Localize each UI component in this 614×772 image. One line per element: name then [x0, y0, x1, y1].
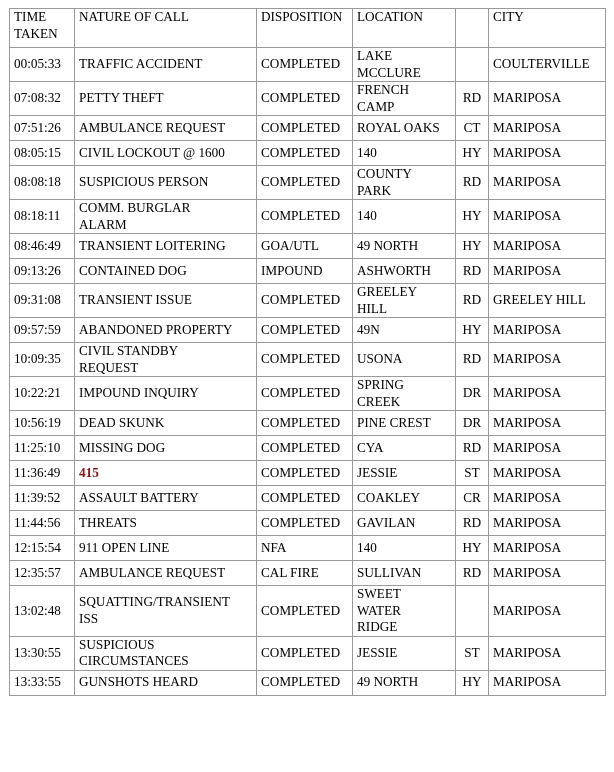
cell-location — [353, 234, 456, 259]
cell-nature-of-call-line: SQUATTING/TRANSIENT — [79, 594, 230, 610]
cell-disposition: COMPLETED — [257, 200, 353, 234]
cell-nature-of-call — [75, 561, 257, 586]
cell-street-suffix: CT — [456, 116, 489, 141]
cell-nature-of-call-line: IMPOUND INQUIRY — [79, 385, 199, 401]
cell-nature-of-call-line: SUSPICIOUS PERSON — [79, 174, 209, 190]
cell-city: MARIPOSA — [489, 259, 606, 284]
table-row — [10, 486, 606, 511]
cell-disposition: COMPLETED — [257, 116, 353, 141]
cell-time-taken: 07:08:32 — [10, 82, 75, 116]
cell-time-taken: 07:51:26 — [10, 116, 75, 141]
cell-location — [353, 284, 456, 318]
table-row — [10, 48, 606, 82]
cell-disposition: COMPLETED — [257, 82, 353, 116]
cell-street-suffix: RD — [456, 259, 489, 284]
cell-street-suffix: HY — [456, 200, 489, 234]
cell-location — [353, 377, 456, 411]
cell-nature-of-call-line: AMBULANCE REQUEST — [79, 119, 226, 135]
cell-location — [353, 259, 456, 284]
cell-time-taken: 13:02:48 — [10, 586, 75, 637]
cell-street-suffix: DR — [456, 411, 489, 436]
table-row — [10, 377, 606, 411]
cell-nature-of-call-line: THREATS — [79, 514, 137, 530]
cell-time-taken: 11:36:49 — [10, 461, 75, 486]
cell-disposition: COMPLETED — [257, 511, 353, 536]
cell-street-suffix — [456, 586, 489, 637]
cell-disposition: GOA/UTL — [257, 234, 353, 259]
cell-location-line: LAKE — [357, 48, 393, 63]
cell-location-line: PARK — [357, 182, 391, 198]
cell-location-line: JESSIE — [357, 644, 398, 660]
cell-nature-of-call-line: TRANSIENT LOITERING — [79, 237, 226, 253]
table-row — [10, 411, 606, 436]
cell-location-line: CREEK — [357, 393, 401, 409]
cell-nature-of-call — [75, 377, 257, 411]
cell-nature-of-call — [75, 486, 257, 511]
cell-location-line: 49N — [357, 321, 380, 337]
cell-disposition: COMPLETED — [257, 411, 353, 436]
cell-disposition: COMPLETED — [257, 436, 353, 461]
cell-time-taken: 11:39:52 — [10, 486, 75, 511]
cell-location-line: WATER — [357, 602, 401, 618]
cell-time-taken: 08:05:15 — [10, 141, 75, 166]
cell-nature-of-call — [75, 234, 257, 259]
cell-street-suffix — [456, 48, 489, 82]
cell-nature-of-call-line: ALARM — [79, 216, 127, 232]
cell-disposition: COMPLETED — [257, 377, 353, 411]
cell-time-taken: 08:18:11 — [10, 200, 75, 234]
call-log-table — [9, 8, 606, 696]
cell-nature-of-call-line: ASSAULT BATTERY — [79, 489, 199, 505]
table-row — [10, 82, 606, 116]
table-row — [10, 343, 606, 377]
cell-nature-of-call-line: CIVIL STANDBY — [79, 343, 179, 358]
cell-location-line: PINE CREST — [357, 414, 431, 430]
cell-city: MARIPOSA — [489, 377, 606, 411]
cell-location-line: JESSIE — [357, 464, 398, 480]
table-row — [10, 436, 606, 461]
cell-street-suffix: RD — [456, 436, 489, 461]
header-time-line-2: TAKEN — [14, 25, 58, 41]
cell-city: MARIPOSA — [489, 200, 606, 234]
cell-nature-of-call — [75, 284, 257, 318]
cell-city: MARIPOSA — [489, 461, 606, 486]
table-row — [10, 318, 606, 343]
cell-time-taken: 10:09:35 — [10, 343, 75, 377]
header-disposition: DISPOSITION — [257, 9, 353, 48]
cell-nature-of-call — [75, 586, 257, 637]
table-row — [10, 670, 606, 695]
cell-location — [353, 411, 456, 436]
table-row — [10, 284, 606, 318]
cell-city: MARIPOSA — [489, 670, 606, 695]
table-row — [10, 561, 606, 586]
cell-disposition: COMPLETED — [257, 636, 353, 670]
cell-disposition: COMPLETED — [257, 48, 353, 82]
table-row — [10, 234, 606, 259]
table-row — [10, 116, 606, 141]
cell-nature-of-call-line: TRANSIENT ISSUE — [79, 292, 192, 308]
cell-street-suffix: CR — [456, 486, 489, 511]
cell-location — [353, 48, 456, 82]
cell-nature-of-call-line: REQUEST — [79, 359, 139, 375]
cell-location — [353, 586, 456, 637]
cell-location — [353, 561, 456, 586]
header-city: CITY — [489, 9, 606, 48]
cell-city: MARIPOSA — [489, 411, 606, 436]
table-row — [10, 166, 606, 200]
cell-street-suffix: HY — [456, 318, 489, 343]
cell-location-line: 49 NORTH — [357, 237, 419, 253]
cell-disposition: COMPLETED — [257, 586, 353, 637]
cell-nature-of-call — [75, 259, 257, 284]
cell-location-line: CYA — [357, 439, 384, 455]
cell-time-taken: 11:44:56 — [10, 511, 75, 536]
cell-location — [353, 200, 456, 234]
header-time-taken — [10, 9, 75, 48]
table-row — [10, 461, 606, 486]
cell-location-line: 49 NORTH — [357, 674, 419, 690]
cell-location-line: ASHWORTH — [357, 262, 431, 278]
cell-street-suffix: RD — [456, 343, 489, 377]
cell-time-taken: 12:15:54 — [10, 536, 75, 561]
cell-location — [353, 318, 456, 343]
cell-nature-of-call — [75, 200, 257, 234]
cell-street-suffix: ST — [456, 636, 489, 670]
cell-location — [353, 82, 456, 116]
table-row — [10, 511, 606, 536]
cell-disposition: COMPLETED — [257, 343, 353, 377]
cell-nature-of-call-line: SUSPICIOUS — [79, 636, 155, 652]
cell-disposition: COMPLETED — [257, 486, 353, 511]
cell-nature-of-call — [75, 48, 257, 82]
cell-city: MARIPOSA — [489, 436, 606, 461]
cell-city: MARIPOSA — [489, 82, 606, 116]
cell-location — [353, 461, 456, 486]
header-time-line-1: TIME — [14, 9, 47, 24]
cell-disposition: NFA — [257, 536, 353, 561]
cell-nature-of-call — [75, 166, 257, 200]
cell-nature-of-call-line: CIVIL LOCKOUT @ 1600 — [79, 144, 225, 160]
cell-city: COULTERVILLE — [489, 48, 606, 82]
cell-location-line: COUNTY — [357, 166, 412, 181]
cell-time-taken: 10:22:21 — [10, 377, 75, 411]
cell-city: MARIPOSA — [489, 234, 606, 259]
cell-location-line: 140 — [357, 144, 377, 160]
cell-time-taken: 09:57:59 — [10, 318, 75, 343]
cell-nature-of-call-line: MISSING DOG — [79, 439, 166, 455]
cell-time-taken: 13:33:55 — [10, 670, 75, 695]
cell-time-taken: 09:31:08 — [10, 284, 75, 318]
cell-location-line: ROYAL OAKS — [357, 119, 440, 135]
cell-nature-of-call-line: CONTAINED DOG — [79, 262, 187, 278]
cell-nature-of-call — [75, 511, 257, 536]
cell-disposition: COMPLETED — [257, 141, 353, 166]
cell-nature-of-call — [75, 343, 257, 377]
cell-location-line: MCCLURE — [357, 64, 421, 80]
cell-disposition: COMPLETED — [257, 318, 353, 343]
cell-time-taken: 10:56:19 — [10, 411, 75, 436]
header-row — [10, 9, 606, 48]
header-location: LOCATION — [353, 9, 456, 48]
cell-nature-of-call-line: GUNSHOTS HEARD — [79, 674, 199, 690]
cell-city: MARIPOSA — [489, 586, 606, 637]
cell-nature-of-call-line: DEAD SKUNK — [79, 414, 165, 430]
table-row — [10, 259, 606, 284]
cell-nature-of-call — [75, 116, 257, 141]
cell-location-line: CAMP — [357, 98, 395, 114]
cell-street-suffix: HY — [456, 536, 489, 561]
cell-location-line: SWEET — [357, 586, 401, 601]
cell-location — [353, 536, 456, 561]
cell-street-suffix: HY — [456, 141, 489, 166]
table-row — [10, 200, 606, 234]
cell-location-line: SULLIVAN — [357, 564, 422, 580]
cell-nature-of-call-line: COMM. BURGLAR — [79, 200, 191, 215]
cell-disposition: CAL FIRE — [257, 561, 353, 586]
cell-city: MARIPOSA — [489, 116, 606, 141]
cell-nature-of-call — [75, 141, 257, 166]
cell-nature-of-call — [75, 536, 257, 561]
cell-nature-of-call-line: ISS — [79, 610, 99, 626]
cell-nature-of-call-line: TRAFFIC ACCIDENT — [79, 56, 203, 72]
cell-location — [353, 636, 456, 670]
cell-disposition: COMPLETED — [257, 461, 353, 486]
cell-city: MARIPOSA — [489, 166, 606, 200]
cell-street-suffix: RD — [456, 511, 489, 536]
cell-location — [353, 670, 456, 695]
cell-city: MARIPOSA — [489, 318, 606, 343]
cell-location-line: SPRING — [357, 377, 404, 392]
cell-location — [353, 486, 456, 511]
cell-city: MARIPOSA — [489, 561, 606, 586]
cell-nature-of-call-line: CIRCUMSTANCES — [79, 653, 189, 668]
cell-location-line: COAKLEY — [357, 489, 421, 505]
cell-time-taken: 08:08:18 — [10, 166, 75, 200]
cell-location — [353, 116, 456, 141]
cell-location-line: 140 — [357, 539, 377, 555]
cell-location-line: GREELEY — [357, 284, 418, 299]
table-row — [10, 141, 606, 166]
cell-street-suffix: RD — [456, 166, 489, 200]
cell-disposition: IMPOUND — [257, 259, 353, 284]
cell-disposition: COMPLETED — [257, 670, 353, 695]
cell-time-taken: 11:25:10 — [10, 436, 75, 461]
table-row — [10, 536, 606, 561]
cell-city: MARIPOSA — [489, 343, 606, 377]
header-street-suffix — [456, 9, 489, 48]
cell-location — [353, 343, 456, 377]
table-row — [10, 636, 606, 670]
cell-location-line: 140 — [357, 208, 377, 224]
cell-location — [353, 436, 456, 461]
cell-time-taken: 09:13:26 — [10, 259, 75, 284]
cell-location — [353, 166, 456, 200]
cell-city: MARIPOSA — [489, 511, 606, 536]
cell-city: MARIPOSA — [489, 536, 606, 561]
cell-street-suffix: RD — [456, 561, 489, 586]
cell-street-suffix: HY — [456, 670, 489, 695]
cell-location-line: HILL — [357, 300, 388, 316]
cell-disposition: COMPLETED — [257, 284, 353, 318]
cell-street-suffix: ST — [456, 461, 489, 486]
cell-location-line: RIDGE — [357, 619, 398, 634]
cell-time-taken: 00:05:33 — [10, 48, 75, 82]
cell-location-line: USONA — [357, 351, 403, 367]
cell-nature-of-call — [75, 670, 257, 695]
cell-time-taken: 08:46:49 — [10, 234, 75, 259]
cell-city: MARIPOSA — [489, 486, 606, 511]
cell-city: GREELEY HILL — [489, 284, 606, 318]
header-nature-of-call: NATURE OF CALL — [75, 9, 257, 48]
cell-street-suffix: HY — [456, 234, 489, 259]
cell-nature-of-call-line: ABANDONED PROPERTY — [79, 321, 233, 337]
cell-nature-of-call — [75, 411, 257, 436]
cell-location-line: FRENCH — [357, 82, 410, 97]
cell-location-line: GAVILAN — [357, 514, 416, 530]
cell-disposition: COMPLETED — [257, 166, 353, 200]
cell-street-suffix: RD — [456, 82, 489, 116]
cell-nature-of-call — [75, 436, 257, 461]
cell-location — [353, 511, 456, 536]
cell-time-taken: 13:30:55 — [10, 636, 75, 670]
cell-city: MARIPOSA — [489, 141, 606, 166]
cell-nature-of-call — [75, 318, 257, 343]
cell-nature-of-call-line: 415 — [79, 464, 99, 480]
cell-nature-of-call-line: 911 OPEN LINE — [79, 539, 170, 555]
cell-street-suffix: RD — [456, 284, 489, 318]
cell-street-suffix: DR — [456, 377, 489, 411]
cell-nature-of-call-line: PETTY THEFT — [79, 90, 164, 106]
cell-nature-of-call — [75, 636, 257, 670]
cell-location — [353, 141, 456, 166]
call-log-body — [10, 48, 606, 696]
cell-nature-of-call — [75, 82, 257, 116]
cell-nature-of-call — [75, 461, 257, 486]
cell-city: MARIPOSA — [489, 636, 606, 670]
cell-nature-of-call-line: AMBULANCE REQUEST — [79, 564, 226, 580]
table-row — [10, 586, 606, 637]
cell-time-taken: 12:35:57 — [10, 561, 75, 586]
